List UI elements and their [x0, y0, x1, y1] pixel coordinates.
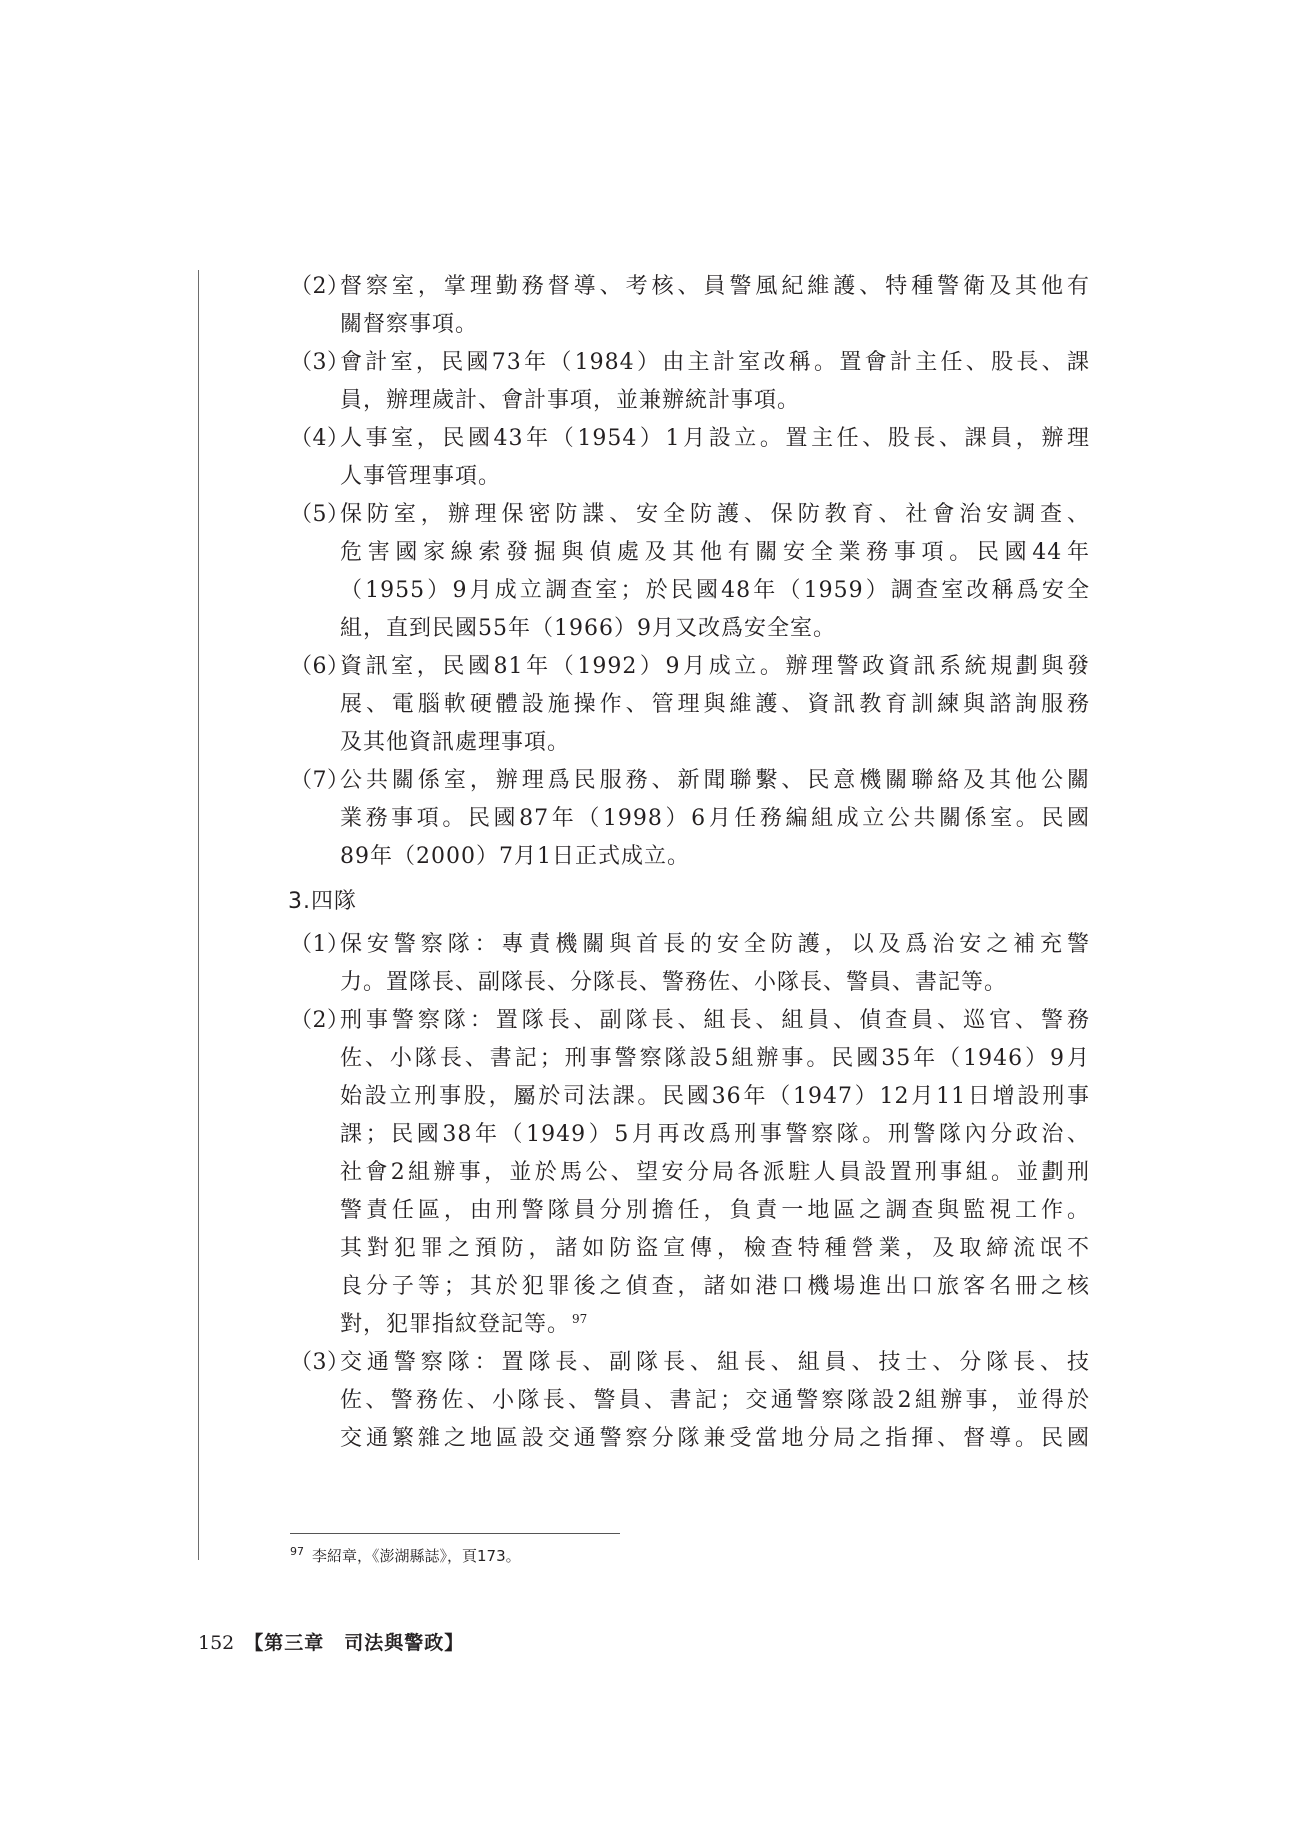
- item-number: （2）: [290, 1008, 350, 1033]
- item-number: （1）: [290, 932, 350, 957]
- text-line: 會計室，民國73年（1984）由主計室改稱。置會計主任、股長、課: [340, 350, 1090, 375]
- footnote-rule: [290, 1533, 620, 1534]
- text-line: 良分子等；其於犯罪後之偵查，諸如港口機場進出口旅客名冊之核: [340, 1274, 1090, 1299]
- page-footer: [198, 1628, 464, 1658]
- text-line: （1955）9月成立調查室；於民國48年（1959）調查室改稱爲安全: [340, 578, 1090, 603]
- text-line: 展、電腦軟硬體設施操作、管理與維護、資訊教育訓練與諮詢服務: [340, 692, 1090, 717]
- item-number: （7）: [290, 768, 350, 793]
- margin-rule: [198, 270, 199, 1560]
- text-line: 警責任區，由刑警隊員分別擔任，負責一地區之調查與監視工作。: [340, 1198, 1090, 1223]
- footnote-number: 97: [290, 1545, 304, 1558]
- list-item: [290, 344, 1090, 420]
- list-item: [290, 496, 1090, 648]
- text-line: 交通警察隊：置隊長、副隊長、組長、組員、技士、分隊長、技: [340, 1350, 1090, 1375]
- text-line: 危害國家線索發掘與偵處及其他有關安全業務事項。民國44年: [340, 540, 1090, 565]
- list-item: [290, 1002, 1090, 1344]
- list-item: [290, 762, 1090, 876]
- text-line: 刑事警察隊：置隊長、副隊長、組長、組員、偵查員、巡官、警務: [340, 1008, 1090, 1033]
- body-text: [290, 268, 1090, 1458]
- text-line-content: 對，犯罪指紋登記等。: [340, 1312, 571, 1337]
- text-line: 始設立刑事股，屬於司法課。民國36年（1947）12月11日增設刑事: [340, 1084, 1090, 1109]
- footnote-text: 李紹章，《澎湖縣誌》，頁173。: [312, 1547, 521, 1565]
- text-line: 交通繁雜之地區設交通警察分隊兼受當地分局之指揮、督導。民國: [340, 1426, 1090, 1451]
- text-line: 力。置隊長、副隊長、分隊長、警務佐、小隊長、警員、書記等。: [340, 970, 1008, 995]
- text-line: 督察室，掌理勤務督導、考核、員警風紀維護、特種警衛及其他有: [340, 274, 1090, 299]
- office-list: [290, 268, 1090, 876]
- text-line: 組，直到民國55年（1966）9月又改爲安全室。: [340, 616, 836, 641]
- item-number: （5）: [290, 502, 350, 527]
- item-number: （4）: [290, 426, 350, 451]
- item-number: （3）: [290, 350, 350, 375]
- footnote-reference[interactable]: 97: [572, 1311, 588, 1326]
- item-number: （6）: [290, 654, 350, 679]
- item-number: （3）: [290, 1350, 350, 1375]
- section-heading: 3.四隊: [288, 889, 357, 914]
- list-item: [290, 1344, 1090, 1458]
- text-line: 保安警察隊：專責機關與首長的安全防護，以及爲治安之補充警: [340, 932, 1090, 957]
- text-line: 其對犯罪之預防，諸如防盜宣傳，檢查特種營業，及取締流氓不: [340, 1236, 1090, 1261]
- list-item: [290, 268, 1090, 344]
- list-item: [290, 926, 1090, 1002]
- running-head: 【第三章 司法與警政】: [244, 1632, 465, 1654]
- text-line: 89年（2000）7月1日正式成立。: [340, 844, 690, 869]
- list-item: [290, 420, 1090, 496]
- text-line: 資訊室，民國81年（1992）9月成立。辦理警政資訊系統規劃與發: [340, 654, 1090, 679]
- text-line: 人事管理事項。: [340, 464, 502, 489]
- page-number: 152: [198, 1632, 235, 1654]
- text-line: 保防室，辦理保密防諜、安全防護、保防教育、社會治安調查、: [340, 502, 1090, 527]
- text-line: 佐、警務佐、小隊長、警員、書記；交通警察隊設2組辦事，並得於: [340, 1388, 1090, 1413]
- text-line: 公共關係室，辦理爲民服務、新聞聯繫、民意機關聯絡及其他公關: [340, 768, 1090, 793]
- text-line: 關督察事項。: [340, 312, 479, 337]
- text-line: [340, 1306, 1090, 1344]
- text-line: 人事室，民國43年（1954）1月設立。置主任、股長、課員，辦理: [340, 426, 1090, 451]
- list-item: [290, 648, 1090, 762]
- text-line: 課；民國38年（1949）5月再改爲刑事警察隊。刑警隊內分政治、: [340, 1122, 1090, 1147]
- text-line: 社會2組辦事，並於馬公、望安分局各派駐人員設置刑事組。並劃刑: [340, 1160, 1090, 1185]
- text-line: 業務事項。民國87年（1998）6月任務編組成立公共關係室。民國: [340, 806, 1090, 831]
- squad-list: [290, 926, 1090, 1458]
- text-line: 及其他資訊處理事項。: [340, 730, 571, 755]
- text-line: 員，辦理歲計、會計事項，並兼辦統計事項。: [340, 388, 801, 413]
- footnote: [290, 1544, 521, 1568]
- text-line: 佐、小隊長、書記；刑事警察隊設5組辦事。民國35年（1946）9月: [340, 1046, 1090, 1071]
- item-number: （2）: [290, 274, 350, 299]
